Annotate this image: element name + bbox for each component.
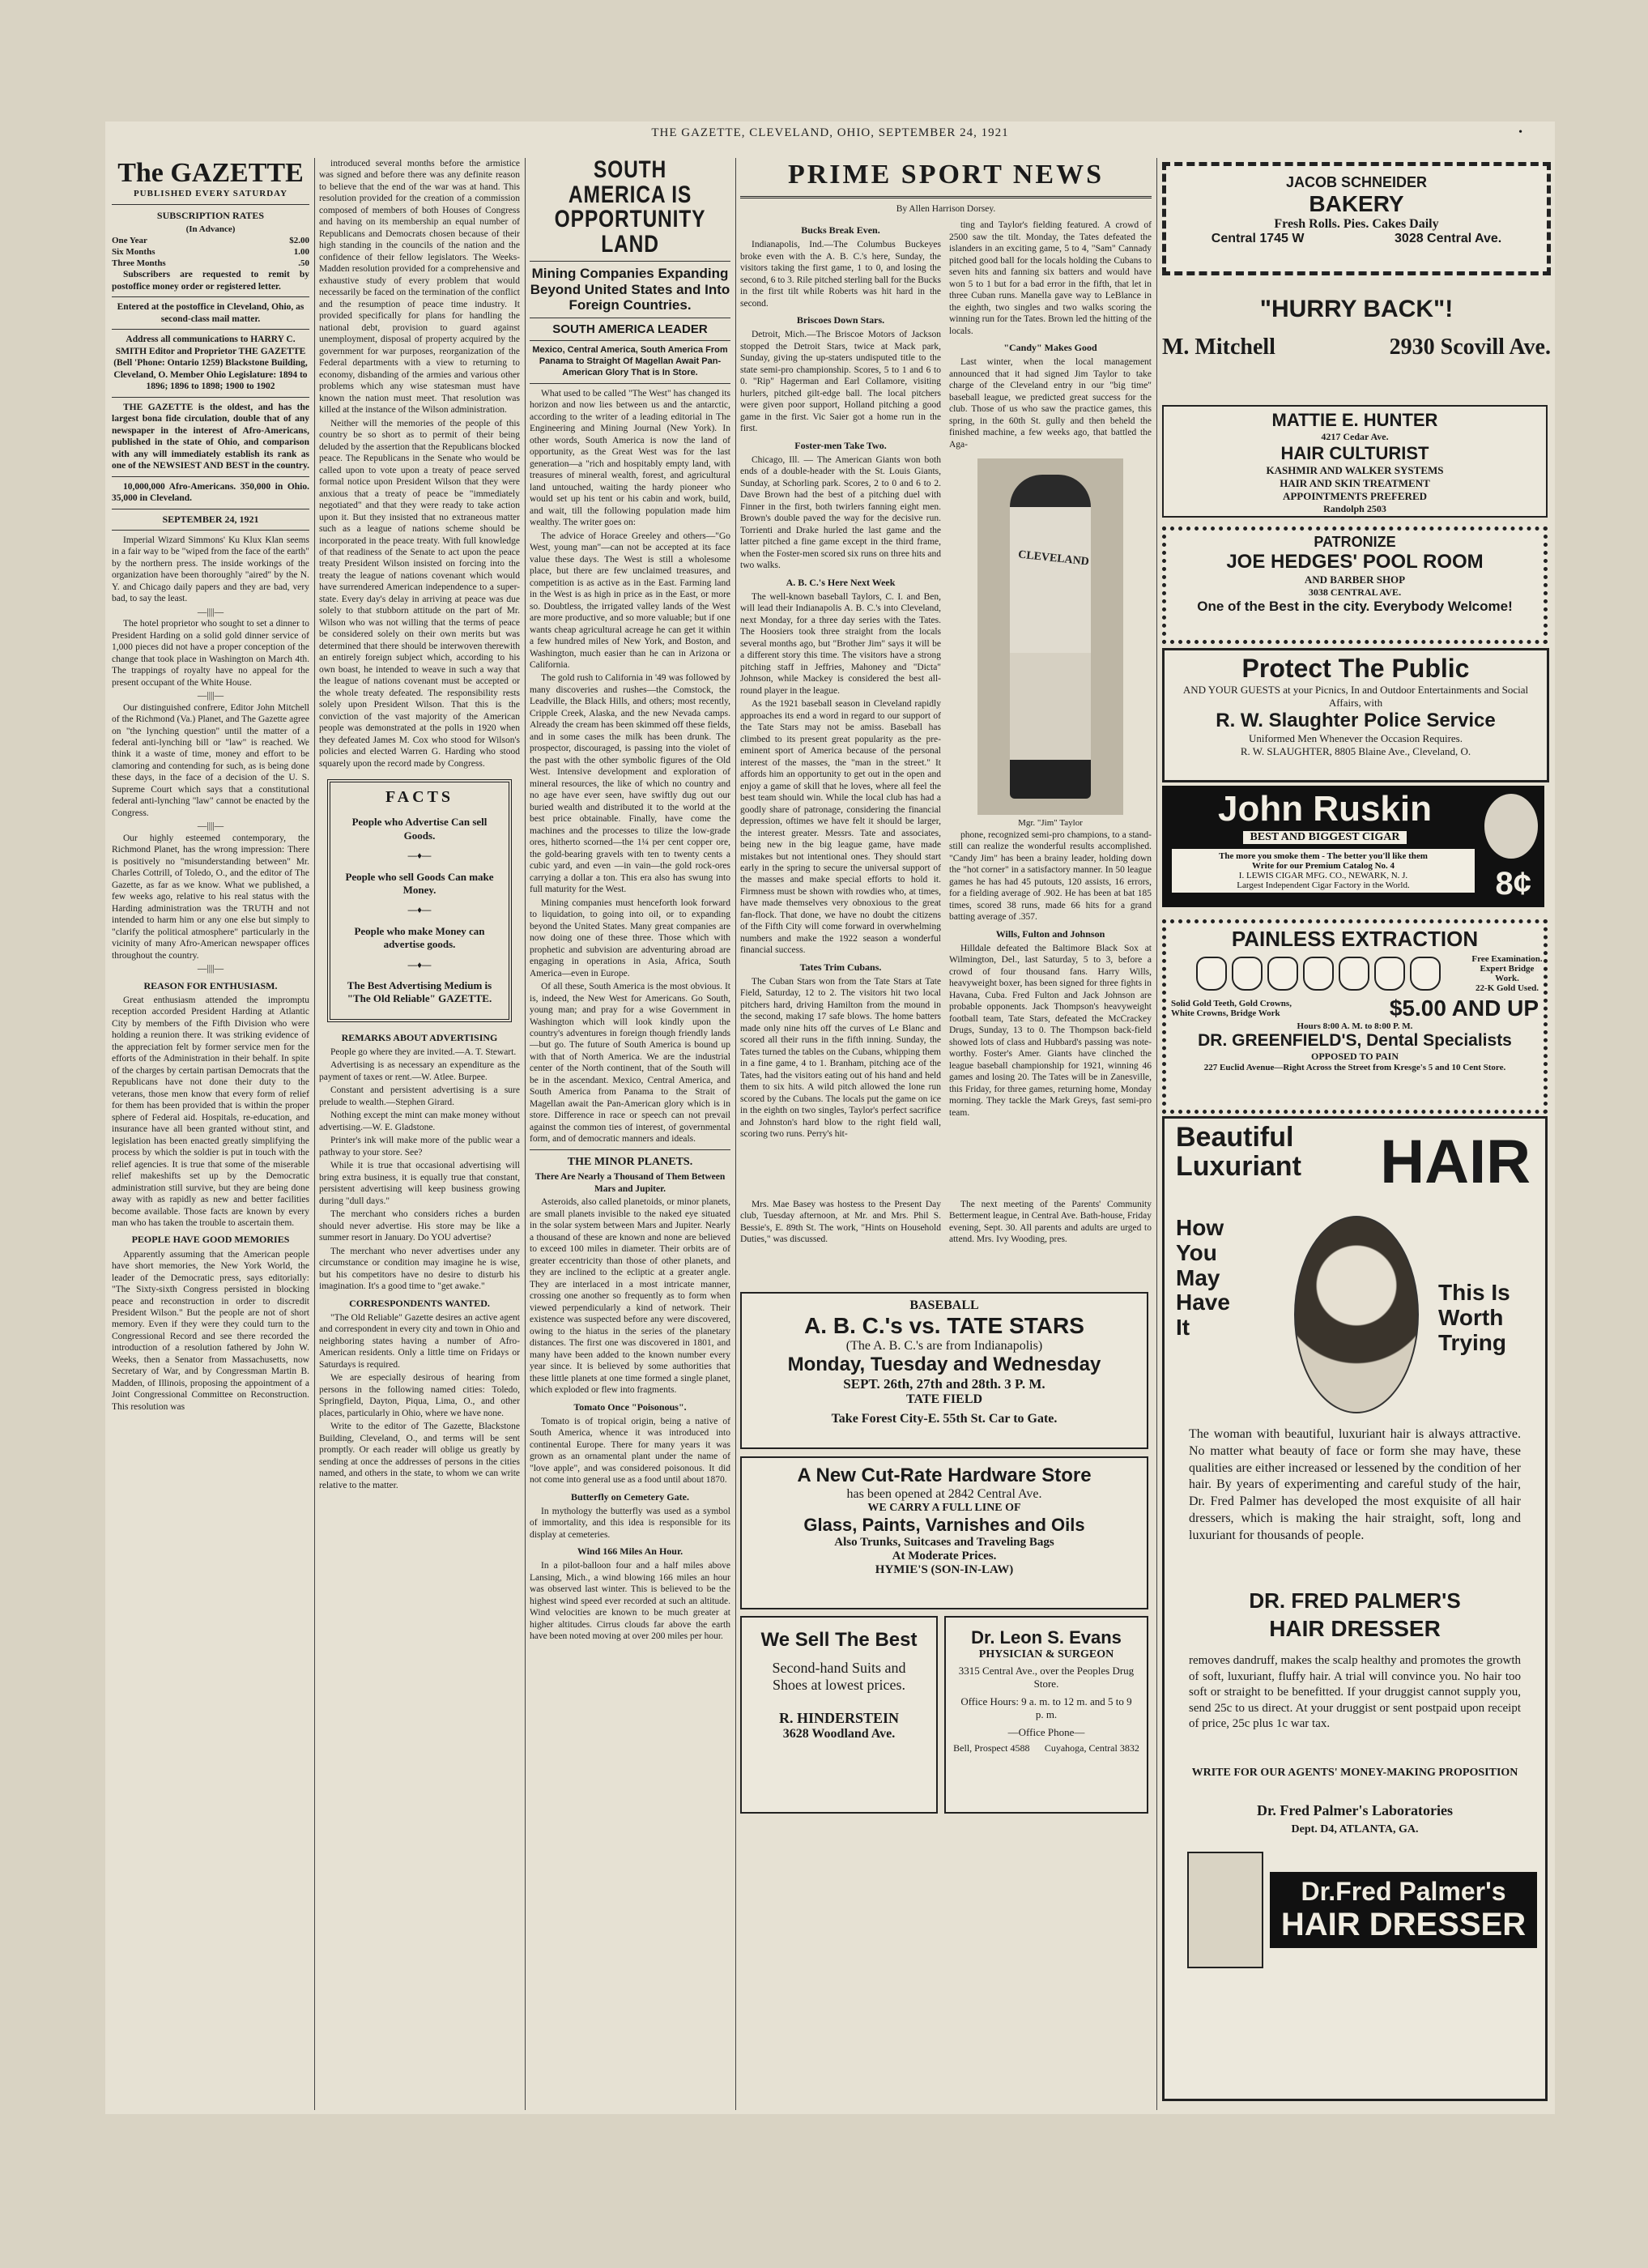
paragraph: Great enthusiasm attended the impromptu reception accorded President Harding at Atlantic City by members of the Fifth Division who were holding a reunion there. It was striking evidence of the appreciation felt by former service men for the efforts of the Administration in their behalf. In spite of the charges by certain partisan Democrats that the Republicans have not done their duty to the veterans, those men know that every form of relief for them has been provided that is within the proper sphere of Federal aid. Hospitals, re-education, and insurance have all been granted without stint, and legislation has been enacted greatly simplifying the process by which the soldier is put in touch with the relief agencies. It is true that some of the miserable relief makeshifts set up by the Democratic administration still survive, but they are being done away with as rapidly as new and better facilities become available. Those facts are known by every man who has taken the trouble to ascertain them. (112, 995, 309, 1228)
newspaper-page (105, 122, 1555, 2114)
hardware-ad: A New Cut-Rate Hardware Store has been opened at 2842 Central Ave. WE CARRY A FULL LINE OF Glass, Paints, Varnishes and Oils Also Trunks, Suitcases and Traveling Bags At Moderate Prices. HYMIE'S (SON-IN-LAW) (740, 1456, 1148, 1609)
entry-notice: Entered at the postoffice in Cleveland, Ohio, as second-class mail matter. (117, 302, 304, 324)
cigar-price: 8¢ (1495, 866, 1531, 902)
paragraph: The hotel proprietor who sought to set a dinner to President Harding on a solid gold dinner service of 1,000 pieces did not have a proper conception of the change that took place in Washington on March 4th. The trappings of royalty have no appeal for the present occupant of the White House. (112, 619, 309, 688)
headline-label: SOUTH AMERICA LEADER (552, 322, 708, 337)
hurry-back-ad: "HURRY BACK"! M. Mitchell 2930 Scovill Ave. (1162, 296, 1551, 360)
masthead-title: The GAZETTE (117, 158, 304, 188)
paragraph: Printer's ink will make more of the public wear a pathway to your store. See? (319, 1136, 520, 1157)
sports-heading: A. B. C.'s Here Next Week (786, 576, 896, 588)
baseball-ad: BASEBALL A. B. C.'s vs. TATE STARS (The A. B. C.'s are from Indianapolis) Monday, Tuesday and Wednesday SEPT. 26th, 27th and 28th. 3 P. M. TATE FIELD Take Forest City-E. 55th St. Car to Gate. (740, 1292, 1148, 1449)
headline: SOUTH AMERICA IS OPPORTUNITY LAND (554, 158, 706, 258)
separator: —||||— (197, 821, 224, 832)
sports-column-left (740, 220, 941, 1141)
circulation-boast: THE GAZETTE is the oldest, and has the largest bona fide circulation, double that of any newspaper in the interest of Afro-Americans, published in the state of Ohio, and comparison with any will immediately establish its rank as one of the NEWSIEST AND BEST in the country. (112, 402, 309, 471)
paragraph: Chicago, Ill. — The American Giants won both ends of a double-header with the St. Louis Giants, Sunday, at Schorling park. Scores, 2 to 0 and 6 to 2. Dave Brown had the best of a pitching duel with Finner in the first, both twirlers fanning eight men. Brown's double paved the way for the decisive run. Torrienti and Drake hurled the last game and the latter pitched a fine game except in the third frame, when the Foster-men scored six runs on three hits and two walks. (740, 454, 941, 571)
paragraph: While it is true that occasional advertising will bring extra business, it is equally true that constant, persistent advertising will keep business growing during "dull days." (319, 1161, 520, 1206)
column-editorial-1 (112, 158, 309, 2114)
paragraph: Nothing except the mint can make money without advertising.—W. E. Gladstone. (319, 1111, 520, 1132)
paragraph: Detroit, Mich.—The Briscoe Motors of Jackson stopped the Detroit Stars, twice at Mack park, Sunday, giving the up-staters undisputed title to the state semi-pro championship. Scores, 5 to 1 and 6 to 0. "Rip" Hagerman and Earl Collamore, visiting hurlers, pitched gilt-edge ball. The local pitchers were given poor support, Holland pitching a good game in the first. Vic Saier got a home run in the first. (740, 330, 941, 434)
sports-heading: Tates Trim Cubans. (799, 961, 882, 973)
dental-ad: PAINLESS EXTRACTION Free Examination. Expert Bridge Work. 22-K Gold Used. Solid Gold Teeth, Gold Crowns, White Crowns, Bridge Work $5.00 AND UP Hours 8:00 A. M. to 8:00 P. M. DR. GREENFIELD'S, Dental Specialists OPPOSED TO PAIN 227 Euclid Avenue—Right Across the Street from Kresge's 5 and 10 Cent Store. (1162, 919, 1548, 1114)
sports-section (740, 158, 1152, 1195)
section-heading: REMARKS ABOUT ADVERTISING (341, 1031, 498, 1043)
subdeck: There Are Nearly a Thousand of Them Between Mars and Jupiter. (534, 1172, 726, 1194)
photo-caption: Mgr. "Jim" Taylor (1018, 818, 1083, 829)
page-mark: • (1518, 126, 1522, 139)
paragraph: Constant and persistent advertising is a sure prelude to wealth.—Stephen Girard. (319, 1085, 520, 1107)
column-editorial-2 (319, 158, 520, 2114)
paragraph: The well-known baseball Taylors, C. I. and Ben, will lead their Indianapolis A. B. C.'s into Cleveland, next Monday, for a three day series with the Tates. The Hoosiers took three straight from the locals several months ago, but "Brother Jim" says it will be a different story this time. The visitors have a strong pitching staff in Jeffries, Mahoney and "Dicta" Johnson, while Mackey is considered the best all-round player in the league. (740, 591, 941, 696)
hair-dresser-ad: Beautiful Luxuriant HAIR How You May Have It This Is Worth Trying The woman with beautiful, luxuriant hair is always attractive. No matter what beauty of face or form she may have, these qualities are either increased or lessened by the condition of her hair. By years of experimenting and careful study of the hair, Dr. Fred Palmer has developed the most exquisite of all hair dressers, which is making the hair straight, soft, long and luxuriant for thousands of people. DR. FRED PALMER'S HAIR DRESSER removes dandruff, makes the scalp healthy and promotes the growth of soft, luxuriant, fluffy hair. A trial will convince you. No hair too soft or straight to be benefitted. If your druggist cannot supply you, send 25c to us direct. At your druggist or sent postpaid upon receipt of price, 25c plus 1c war tax. WRITE FOR OUR AGENTS' MONEY-MAKING PROPOSITION Dr. Fred Palmer's Laboratories Dept. D4, ATLANTA, GA. Dr.Fred Palmer's HAIR DRESSER (1162, 1116, 1548, 2101)
hinderstein-ad: We Sell The Best Second-hand Suits and Shoes at lowest prices. R. HINDERSTEIN 3628 Woodland Ave. (740, 1616, 938, 1814)
column-rule (1156, 158, 1157, 2110)
paragraph: The merchant who considers riches a burden should never advertise. His store may be like a summer resort in January. Do YOU advertise? (319, 1209, 520, 1243)
social-item-right: The next meeting of the Parents' Community Betterment league, in Central Ave. Bath-house, Friday evening, Sept. 30. All parents and adults are urged to attend. Mrs. Ivy Wooding, pres. (949, 1200, 1152, 1245)
facts-title: FACTS (385, 788, 454, 807)
column-rule (525, 158, 526, 2110)
sports-heading: Wills, Fulton and Johnson (995, 927, 1105, 940)
section-heading: REASON FOR ENTHUSIASM. (143, 979, 278, 991)
rates-note: (In Advance) (185, 224, 236, 234)
facts-item: People who make Money can advertise goods. (354, 924, 485, 951)
section-heading: PEOPLE HAVE GOOD MEMORIES (131, 1234, 290, 1246)
woman-portrait (1294, 1216, 1419, 1413)
rate-row: Six Months 1.00 (112, 246, 309, 257)
hunter-ad: MATTIE E. HUNTER 4217 Cedar Ave. HAIR CULTURIST KASHMIR AND WALKER SYSTEMS HAIR AND SKIN TREATMENT APPOINTMENTS PREFERED Randolph 2503 (1162, 405, 1548, 518)
subdeck: Mexico, Central America, South America From Panama to Straight Of Magellan Await Pan-American Glory That is In Store. (532, 345, 728, 377)
facts-item: The Best Advertising Medium is "The Old Reliable" GAZETTE. (347, 979, 492, 1005)
paragraph: Mining companies must henceforth look forward to liquidation, to going into oil, or to expanding beyond the United States. Many great companies are now doing one of these three. Those which with prophetic and subvision are adventuring abroad are engaging in operations in Asia, Africa, South America—even in Europe. (530, 897, 730, 978)
evans-ad: Dr. Leon S. Evans PHYSICIAN & SURGEON 3315 Central Ave., over the Peoples Drug Store. Office Hours: 9 a. m. to 12 m. and 5 to 9 p. m. —Office Phone— Bell, Prospect 4588 Cuyahoga, Central 3832 (944, 1616, 1148, 1814)
player-figure (1010, 475, 1091, 799)
sports-heading: Bucks Break Even. (801, 224, 880, 237)
remit-notice: Subscribers are requested to remit by postoffice money order or registered letter. (112, 270, 309, 292)
paragraph: "The Old Reliable" Gazette desires an active agent and correspondent in every city and town in Ohio and neighboring states having a number of Afro-American residents. Only a little time on Fridays or Saturdays is required. (319, 1312, 520, 1370)
paragraph: The merchant who never advertises under any circumstance or condition may imagine he is wise, but his competitors have no desire to disturb his imagination. It's a good time to "get awake." (319, 1246, 520, 1292)
paragraph: In mythology the butterfly was used as a symbol of immortality, and this idea is responsible for its display at cemeteries. (530, 1506, 730, 1540)
paragraph: The gold rush to California in '49 was followed by many discoveries and rushes—the Comstock, the Leadville, the Black Hills, and others; most recently, Cripple Creek, Alaska, and the new Nevada camps. Already the cream has been skimmed off these fields, and in some cases the milk has been drunk. The prospector, discouraged, is passing into the violet of the past with the other symbolic figures of the Old West. Intensive development and exploration of mineral resources, the like of which no country and no age have ever seen, have swiftly dug out our buried wealth and distributed it to the world at the best price obtainable. Finally, have come the machines and the processes to tilize the low-grade ores, hitherto scorned—the 1¼ per cent copper ore, the gold-bearing gravels with ten to twenty cents a cubic yard, and even —in vain—the gold rock-ores carrying a dollar a ton. This era also has swung into full maturity for the West. (530, 673, 730, 895)
paragraph: Last winter, when the local management announced that it had signed Jim Taylor to take charge of the Cleveland entry in our "big time" baseball league, we predicted great success for the club. Those of us who saw the practice games, this spring, in the 60th St. gully and then beheld the finished machine, a few weeks ago, that battled the Aga- (949, 357, 1152, 450)
paragraph: phone, recognized semi-pro champions, to a stand-still can realize the wonderful results accomplished. "Candy Jim" has been a brainy leader, holding down the "hot corner" in a satisfactory manner. In 50 league games he has had 45 putouts, 120 assists, 16 errors, for a fielding average of .902. He has been at bat 185 times, scored 38 runs, made 66 hits for a grand batting average of .357. (949, 830, 1152, 923)
section-heading: Wind 166 Miles An Hour. (577, 1545, 683, 1558)
rate-row: One Year $2.00 (112, 235, 309, 245)
paragraph: In a pilot-balloon four and a half miles above Lansing, Mich., a wind blowing 166 miles an hour was observed last winter. This is believed to be the highest wind speed ever recorded at such an altitude. Wind velocities are known to be much greater at higher altitudes. Cirrus clouds far above the earth have been noted moving at over 200 miles per hour. (530, 1561, 730, 1642)
facts-item: People who sell Goods Can make Money. (345, 870, 494, 896)
running-head: THE GAZETTE, CLEVELAND, OHIO, SEPTEMBER 24, 1921 (651, 126, 1009, 139)
paragraph: Hilldale defeated the Baltimore Black Sox at Wilmington, Del., last Saturday, 5 to 3, before a crowd of four thousand fans. Harry Wills, heavyweight boxer, has been signed for three fights in Havana, Cuba. Fred Fulton and Jack Johnson are probable opponents. Jack Thompson's heavyweight football team, Tate Stars, defeated the McCrackey Drugs, Sunday, 13 to 0. The Thompson back-field showed lots of class and Hubbard's passing was note-worthy. Foster's Amer. Giants have clinched the league baseball championship for 1921, winning 46 games and losing 20. The Tates will be in Zanesville, this Friday, for three games, returning home, Monday morning. They tackle the Mark Greys, fast semi-pro team. (949, 943, 1152, 1118)
sports-heading: Briscoes Down Stars. (796, 314, 885, 326)
population-stats: 10,000,000 Afro-Americans. 350,000 in Ohio. 35,000 in Cleveland. (112, 481, 309, 504)
section-heading: CORRESPONDENTS WANTED. (349, 1297, 490, 1309)
sports-column-right (949, 220, 1152, 1141)
rates-heading: SUBSCRIPTION RATES (156, 209, 265, 221)
paragraph: Of all these, South America is the most obvious. It is, indeed, the New West for Americans. Go South, young man; and pray for a wise Government in Washington which will look kindly upon the country's adventures in foreign though friendly lands—but go. The future of South America is bound up with that of North America. We are the industrial center of the North continent, that of the South will be in the ascendant. Mexico, Central America, and South America from Panama to the Strait of Magellan await the Pan-American glory which is in store. Difference in race or speech can not prevail against the common ties of interest, of governmental form, and of democratic manners and ideals. (530, 982, 730, 1145)
paragraph: Indianapolis, Ind.—The Columbus Buckeyes broke even with the A. B. C.'s here, Sunday, the visitors taking the first game, 1 to 0, and losing the second, 6 to 3. Rile pitched sterling ball for the Bucks in the first tilt while Roberts was hit hard in the second. (740, 240, 941, 309)
paragraph: The Cuban Stars won from the Tate Stars at Tate Field, Saturday, 12 to 2. The visitors hit two local pitchers hard, driving Hamilton from the mound in the second, making 17 safe blows. The home batters made only nine hits off the curves of Le Blanc and scored all their runs in the fifth inning. Sunday, the Tates turned the tables on the Cubans, whipping them in a fine game, 4 to 1. Branham, pitching ace of the Tates, had the visitors eating out of his hand and held them to six hits. A wild pitch allowed the lone run scored by the Cubans. The locals put the game on ice in the eighth on two singles, Taylor's perfect sacrifice and Johnston's hard blow to the right field wall, scoring two runs. Perry's hit- (740, 976, 941, 1140)
paragraph: Apparently assuming that the American people have short memories, the New York World, the leader of the Democratic press, says editorially: "The Sixty-sixth Congress persisted in blocking peace and reconstruction in order to discredit President Wilson." But the people are not of short memory. Even if they were they could turn to the Congressional Record and see there recorded the introduction of a resolution fathered by John W. Weeks, then a Senator from Massachusetts, now Secretary of War, and by Congressman Martin B. Madden, of Illinois, proposing the appointment of a Joint Congressional Committee on Reconstruction. This resolution was (112, 1249, 309, 1412)
paragraph: Asteroids, also called planetoids, or minor planets, are small planets invisible to the naked eye situated in the solar system between Mars and Jupiter. Nearly a thousand of these are known and none are believed to exceed 100 miles in diameter. Their orbits are of greater eccentricity than those of other planets, and they are inclined to the ecliptic at a greater angle. They are interlaced in a most intricate manner, crossing one another so frequently as to form when viewed perpendicularly a kind of network. Their existence was suspected before any were discovered, owing to the hiatus in the series of the planetary distances. The first one was discovered in 1801, and many have been added to the known number every year since. It is believed by some authorities that these little planets at one time formed a single planet, which exploded or flew into fragments. (530, 1197, 730, 1396)
pool-room-ad: PATRONIZE JOE HEDGES' POOL ROOM AND BARBER SHOP 3038 CENTRAL AVE. One of the Best in the city. Everybody Welcome! (1162, 526, 1548, 644)
sports-title: PRIME SPORT NEWS (740, 158, 1152, 198)
paragraph: ting and Taylor's fielding featured. A crowd of 2500 saw the tilt. Monday, the Tates defeated the islanders in an exciting game, 5 to 4, "Sam" Cannady pitched good ball for the locals holding the Cubans to seven hits and fanning six batters and would have won 5 to 1 but for a bad error in the fifth, that let in three Cuban runs. Manella gave way to LeBlance in the eighth, two singles and two walks scoring the winning run for the Tates. Brown led the hitting of the locals. (949, 220, 1152, 336)
paragraph: What used to be called "The West" has changed its horizon and now lies between us and the antarctic, according to the writer of a leading editorial in The Engineering and Mining Journal (New York). In other words, South America is now the land of opportunity, as the Great West was for the last generation—a "rich and hospitably empty land, with treasures of mineral wealth, forest, and agricultural land untouched, waiting the hardy pioneer who would set up his tent or his cabin and work, build, and wait, till the following population made him wealthy. The writer goes on: (530, 388, 730, 528)
paragraph: The advice of Horace Greeley and others—"Go West, young man"—can not be accepted at its face value these days. The West is still a wholesome place, but there are few unclaimed treasures, and competition is as active as in the East. Farming land in the West is as high in price as in the East, or more so. Doubtless, the irrigated valley lands of the West are more productive, and so more valuable; but if one wants cheap agricultural acreage he can get it within a few hundred miles of New York, and Boston, and Washington, much easier than he can in Arizona or California. (530, 531, 730, 670)
address-block: Address all communications to HARRY C. SMITH Editor and Proprietor THE GAZETTE (Bell 'Phone: Ontario 1259) Blackstone Building, Cleveland, O. Member Ohio Legislature: 1894 to 1896; 1896 to 1898; 1900 to 1902 (113, 335, 308, 392)
separator: —||||— (197, 964, 224, 974)
paragraph: Our distinguished confrere, Editor John Mitchell of the Richmond (Va.) Planet, and The Gazette agree on "the lynching question" until the matter of a federal anti-lynching bill or "law" is reached. We think it a waste of time, money and effort to be clamoring and contending for such, as is being done these days, in the face of a decision of the U. S. Supreme Court which says that a constitutional federal anti-lynching "law" cannot be enacted by the Congress. (112, 702, 309, 818)
bakery-ad: JACOB SCHNEIDER BAKERY Fresh Rolls. Pies. Cakes Daily Central 1745 W 3028 Central Ave. (1162, 162, 1551, 275)
masthead-subtitle: PUBLISHED EVERY SATURDAY (133, 189, 288, 198)
section-heading: Tomato Once "Poisonous". (573, 1400, 687, 1413)
section-heading: Butterfly on Cemetery Gate. (571, 1490, 689, 1503)
ruskin-portrait (1484, 794, 1538, 859)
column-rule (735, 158, 736, 2110)
jersey-lettering: CLEVELAND (1017, 548, 1090, 569)
product-box (1187, 1852, 1263, 1968)
player-photo (977, 458, 1123, 815)
facts-item: People who Advertise Can sell Goods. (351, 816, 488, 842)
section-heading: THE MINOR PLANETS. (567, 1155, 693, 1168)
separator: —||||— (197, 607, 224, 617)
column-south-america (530, 158, 730, 2114)
paragraph: Tomato is of tropical origin, being a native of South America, whence it was introduced into continental Europe. There for many years it was grown as an ornamental plant under the name of "love apple", and was considered poisonous. It did not come into general use as a food until about 1870. (530, 1416, 730, 1486)
sports-heading: "Candy" Makes Good (1003, 342, 1097, 354)
paragraph: Neither will the memories of the people of this country be so short as to permit of their being deluded by the assertion that the Republicans blocked peace. The Republicans in the Senate who would be called upon to vote upon a treaty of peace served formal notice upon President Wilson that they were anxious that a treaty of peace be "immediately negotiated" and that they were ready to take action upon it. But they insisted that no extraneous matter such as a league of nations scheme should be incorporated in the peace treaty. With full knowledge of that readiness of the Senate to act upon the peace treaty President Wilson insisted on forcing into the treaty the league of nations covenant which would have surrendered American independence to a super-state. Every day's delay in arriving at peace was due solely to that stubborn attitude on the part of Mr. Wilson who was not willing that the terms of peace be considered solely on their own merits but was determined that there should be interwoven therewith an entirely foreign subject which, according to his own boast, he intended to weave in such a way that the league of nations covenant must be accepted or the whole treaty defeated. The responsibility rests solely upon President Wilson. That this is the conviction of the vast majority of the American people was demonstrated at the polls in 1920 when they defeated James M. Cox who stood for Wilson's policies and elected Warren G. Harding who stood squarely upon the record made by Congress. (319, 418, 520, 769)
police-service-ad: Protect The Public AND YOUR GUESTS at your Picnics, In and Outdoor Entertainments and Social Affairs, with R. W. Slaughter Police Service Uniformed Men Whenever the Occasion Requires. R. W. SLAUGHTER, 8805 Blaine Ave., Cleveland, O. (1162, 648, 1549, 782)
teeth-illustration (1166, 957, 1471, 991)
paragraph: People go where they are invited.—A. T. Stewart. (330, 1047, 517, 1057)
headline-deck: Mining Companies Expanding Beyond United States and Into Foreign Countries. (530, 266, 730, 313)
byline: By Allen Harrison Dorsey. (896, 203, 996, 214)
paragraph: Imperial Wizard Simmons' Ku Klux Klan seems in a fair way to be "wiped from the face of the earth" by the northern press. The inside workings of the organization have been thoroughly "aired" by the N. Y. and Chicago daily papers and they are bad, very bad, to say the least. (112, 535, 309, 604)
paragraph: Our highly esteemed contemporary, the Richmond Planet, has the wrong impression: There is positively no "misunderstanding between" Mr. Charles Cottrill, of Toledo, O., and the editor of The Gazette, as far as we know. What we published, a few weeks ago, relative to his real status with the Harding administration was the TRUTH and not intended to harm him or any one else but simply to "clarify the political atmosphere" particularly in the vicinity of many Afro-American newspaper offices throughout the country. (112, 833, 309, 961)
paragraph: Advertising is as necessary an expenditure as the payment of taxes or rent.—W. Atlee. Burpee. (319, 1060, 520, 1082)
ruskin-cigar-ad: John Ruskin BEST AND BIGGEST CIGAR The more you smoke them - The better you'll like them Write for our Premium Catalog No. 4 I. LEWIS CIGAR MFG. CO., NEWARK, N. J. Largest Independent Cigar Factory in the World. 8¢ (1162, 786, 1544, 907)
column-rule (314, 158, 315, 2110)
facts-box: FACTS People who Advertise Can sell Goods. —♦— People who sell Goods Can make Money. —♦— People who make Money can advertise goods. —♦— The Best Advertising Medium is "The Old Reliable" GAZETTE. (327, 779, 512, 1022)
social-item-left: Mrs. Mae Basey was hostess to the Present Day club, Tuesday afternoon, at Mr. and Mrs. Phil S. Bessie's, E. 89th St. The work, "Hints on Household Duties," was discussed. (740, 1200, 941, 1245)
paragraph: We are especially desirous of hearing from persons in the following named cities: Toledo, Springfield, Dayton, Piqua, Lima, O., and other places, particularly in Ohio, where we have none. (319, 1373, 520, 1418)
paragraph: Write to the editor of The Gazette, Blackstone Building, Cleveland, O., and terms will be sent promptly. Or each reader will oblige us greatly by sending at once the addresses of persons in the cities named, and others in the state, to whom we can write relative to the matter. (319, 1422, 520, 1490)
issue-date: SEPTEMBER 24, 1921 (162, 513, 259, 525)
paragraph: As the 1921 baseball season in Cleveland rapidly approaches its end a word in regard to our support of the Tate Stars may not be amiss. Baseball has climbed to its present great popularity as the pre-eminent sport of America because of the personal interest of the masses, the "man in the street." It affords him an opportunity to get out in the open and enjoy a game of skill that he loves, where all feel the best team should win. While the local club has had a goodly share of patronage, considering the financial depression, oftimes we have felt it should be larger, the interest greater. Messrs. Tate and associates, being new in the big league game, have made mistakes but not intentional ones. They should start early in the spring to secure the universal support of the masses and make special efforts to hold it. Firmness must be shown with rowdies who, at times, have made themselves very obnoxious to the great fan-flock. That done, we have no doubt the citizens of the Fifth City will come forward in overwhelming numbers and make the 1922 season a wonderful financial success. (740, 699, 941, 956)
paragraph: introduced several months before the armistice was signed and before there was any definite reason to believe that the end of the war was at hand. This resolution provided for the creation of a commission composed of members of both Houses of Congress and having on its membership an equal number of Republicans and Democrats chosen because of their high standing in the councils of the nation and the confidence of their fellow legislators. The Weeks-Madden resolution provided for a comprehensive and exhaustive study of every problem that would necessarily be faced on the termination of the conflict and the resumption of peace time industry. It provided specifically for plans for handling the national debt, provision to guard against unemployment, disposal of property acquired by the government for war purposes, reorganization of the Federal departments with a view to returning to economy, disbanding of the armies and various other problems which any wise statesman must have known the nation must meet. That resolution was killed at the instance of the Wilson administration. (319, 159, 520, 416)
sports-heading: Foster-men Take Two. (794, 439, 887, 451)
separator: —||||— (197, 691, 224, 701)
rate-row: Three Months .50 (112, 258, 309, 268)
